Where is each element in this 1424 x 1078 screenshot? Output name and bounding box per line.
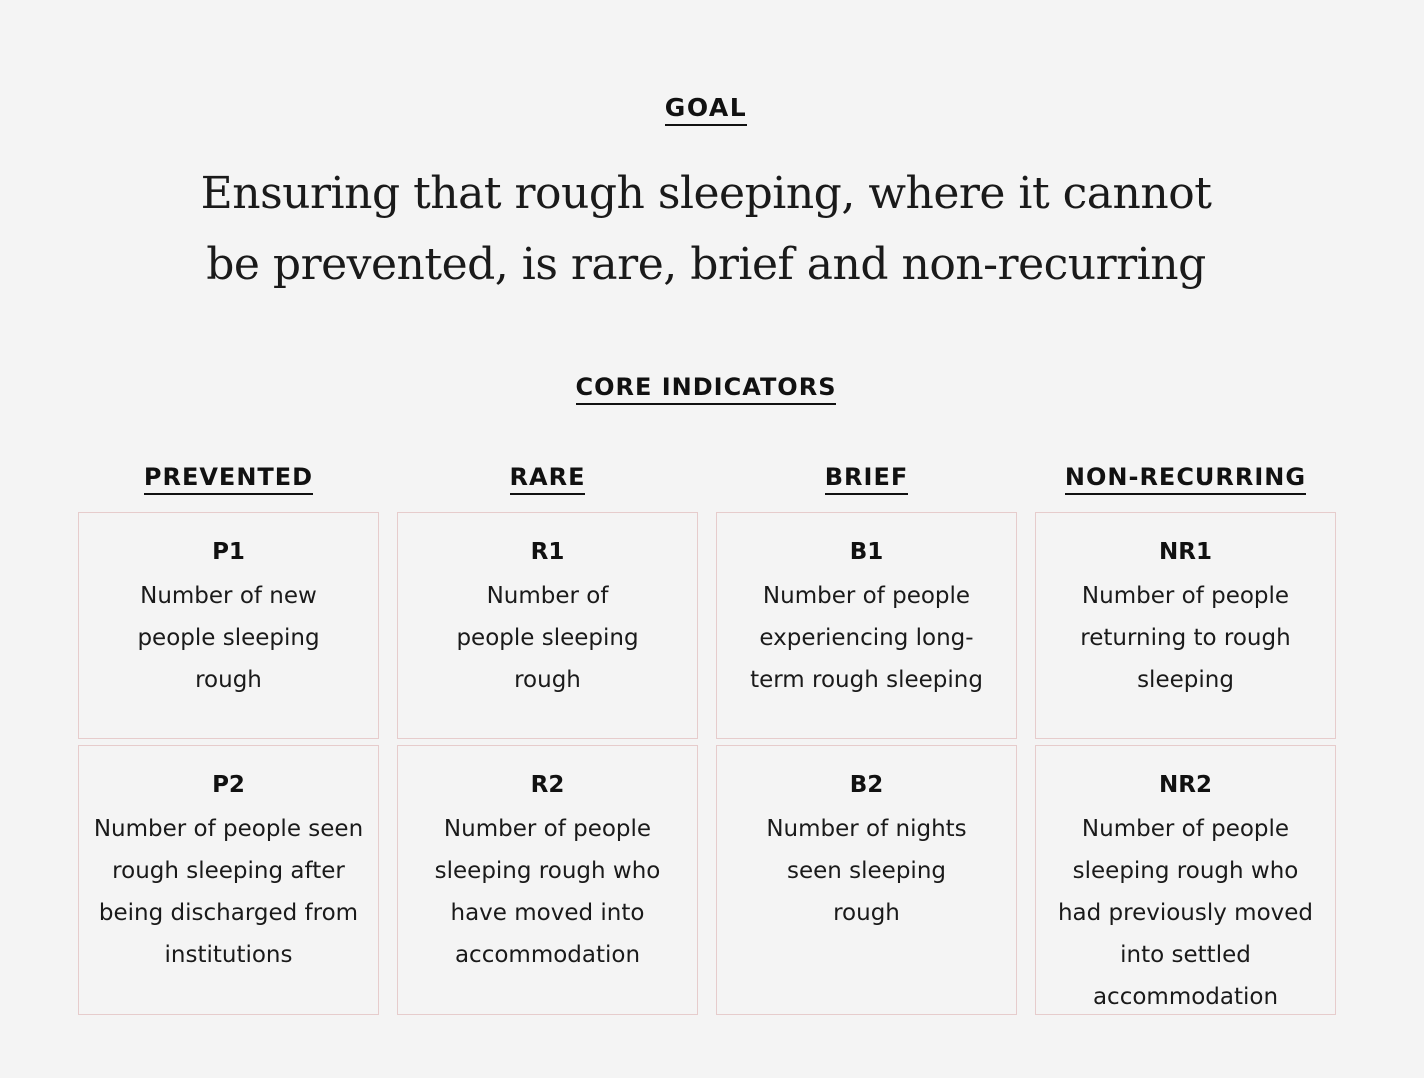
indicator-card-b2 [716, 745, 1017, 1015]
indicator-code: B1 [849, 539, 884, 565]
indicator-description: Number of people returning to rough sleeping [1080, 583, 1291, 693]
indicator-card-nr1 [1035, 512, 1336, 739]
indicator-description: Number of new people sleeping rough [137, 583, 320, 693]
column-header-non-recurring [1035, 461, 1336, 493]
indicator-description: Number of people sleeping rough who had previously moved into settled accommodation [1057, 816, 1314, 1010]
indicator-code: NR1 [1159, 539, 1212, 565]
indicator-description: Number of nights seen sleeping rough [766, 816, 967, 926]
column-header-rare [397, 461, 698, 493]
goal-heading-text: GOAL [665, 93, 747, 126]
goal-statement: Ensuring that rough sleeping, where it cannot be prevented, is rare, brief and non-recurring [200, 168, 1212, 290]
indicator-code: P1 [212, 539, 245, 565]
indicator-description: Number of people sleeping rough [456, 583, 639, 693]
indicator-description: Number of people experiencing long-term rough sleeping [750, 583, 983, 693]
indicator-card-b1 [716, 512, 1017, 739]
column-header-label: RARE [510, 463, 586, 495]
indicator-card-r1 [397, 512, 698, 739]
indicator-code: R2 [530, 772, 565, 798]
core-indicators-heading [0, 371, 1412, 403]
column-header-label: PREVENTED [144, 463, 313, 495]
goal-heading [0, 92, 1412, 124]
indicator-code: B2 [849, 772, 884, 798]
column-header-brief [716, 461, 1017, 493]
indicator-code: NR2 [1159, 772, 1212, 798]
indicator-card-nr2 [1035, 745, 1336, 1015]
core-indicators-heading-text: CORE INDICATORS [576, 373, 837, 405]
indicator-card-r2 [397, 745, 698, 1015]
column-header-label: BRIEF [825, 463, 909, 495]
column-header-label: NON-RECURRING [1065, 463, 1306, 495]
column-header-prevented [78, 461, 379, 493]
indicator-code: R1 [530, 539, 565, 565]
indicator-description: Number of people seen rough sleeping after being discharged from institutions [93, 816, 364, 968]
indicator-card-p1 [78, 512, 379, 739]
indicator-card-p2 [78, 745, 379, 1015]
indicator-code: P2 [212, 772, 245, 798]
indicator-description: Number of people sleeping rough who have moved into accommodation [434, 816, 661, 968]
